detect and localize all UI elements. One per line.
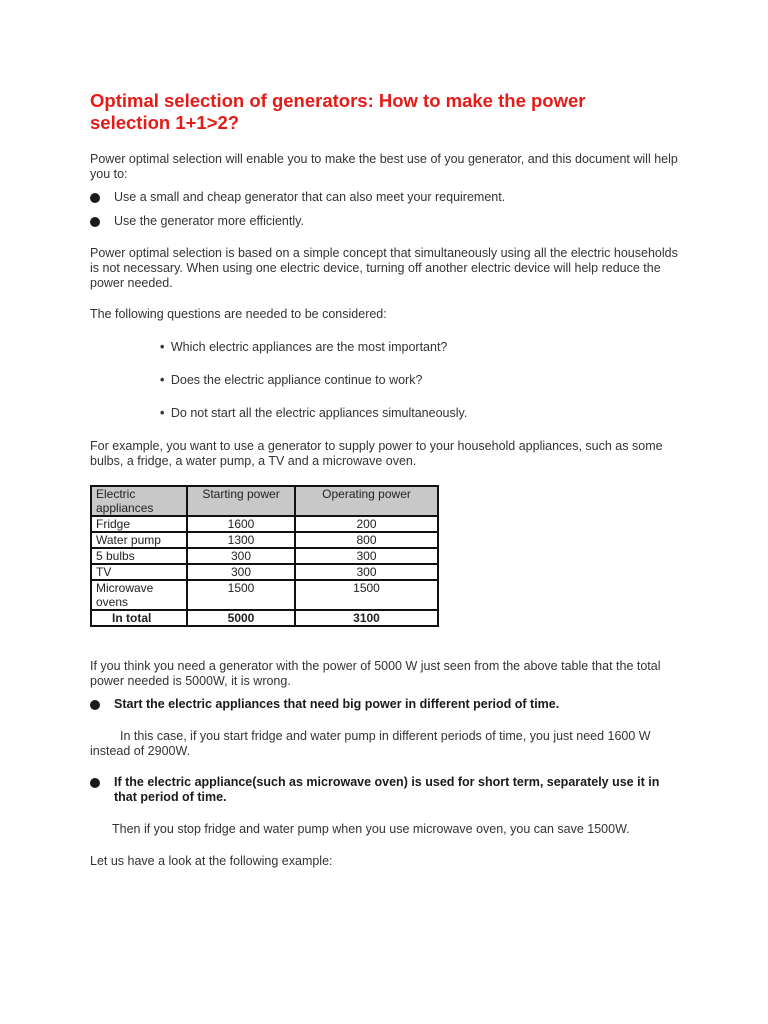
operating-power-cell: 800: [295, 532, 438, 548]
tip-text: If the electric appliance(such as microwave oven) is used for short term, separately use it in that period of time.: [114, 775, 660, 804]
column-header-operating-power: Operating power: [295, 486, 438, 516]
tip-detail-paragraph: Then if you stop fridge and water pump when you use microwave oven, you can save 1500W.: [112, 822, 630, 836]
bullet-dot-icon: •: [160, 340, 165, 354]
question-item: [160, 406, 680, 421]
bullet-dot-icon: •: [160, 373, 165, 387]
question-text: Which electric appliances are the most important?: [170, 340, 448, 354]
table-total-row: [91, 610, 438, 626]
power-table: [90, 485, 439, 627]
starting-power-cell: 1300: [187, 532, 295, 548]
tip-bullet-item: [90, 697, 680, 712]
example-paragraph: For example, you want to use a generator to supply power to your household appliances, such as some bulbs, a fridge, a water pump, a TV and a microwave oven.: [90, 439, 663, 468]
tip-text: Start the electric appliances that need big power in different period of time.: [114, 697, 560, 711]
table-row: [91, 564, 438, 580]
table-row: [91, 548, 438, 564]
document-title: Optimal selection of generators: How to make the power selection 1+1>2?: [90, 90, 586, 133]
closing-paragraph: Let us have a look at the following example:: [90, 854, 333, 868]
appliance-cell: Microwave ovens: [91, 580, 187, 610]
appliance-cell: TV: [91, 564, 187, 580]
total-operating-power-cell: 3100: [295, 610, 438, 626]
starting-power-cell: 300: [187, 564, 295, 580]
operating-power-cell: 1500: [295, 580, 438, 610]
bullet-dot-icon: [90, 778, 100, 788]
operating-power-cell: 300: [295, 564, 438, 580]
table-header-row: [91, 486, 438, 516]
column-header-appliances: Electric appliances: [91, 486, 187, 516]
intro-bullet-text: Use the generator more efficiently.: [114, 214, 304, 228]
total-starting-power-cell: 5000: [187, 610, 295, 626]
bullet-dot-icon: [90, 193, 100, 203]
tip-bullet-item: [90, 775, 670, 805]
table-row: [91, 580, 438, 610]
bullet-dot-icon: [90, 700, 100, 710]
starting-power-cell: 1500: [187, 580, 295, 610]
column-header-starting-power: Starting power: [187, 486, 295, 516]
intro-paragraph: Power optimal selection will enable you to make the best use of you generator, and this document will help you to:: [90, 152, 678, 181]
tip-detail-paragraph: In this case, if you start fridge and water pump in different periods of time, you just need 1600 W instead of 2900W.: [90, 729, 651, 758]
concept-paragraph: Power optimal selection is based on a simple concept that simultaneously using all the electric households is not necessary. When using one electric device, turning off another electric device will help reduce the power needed.: [90, 246, 678, 290]
intro-bullet-item: [90, 190, 680, 205]
starting-power-cell: 300: [187, 548, 295, 564]
appliance-cell: 5 bulbs: [91, 548, 187, 564]
operating-power-cell: 300: [295, 548, 438, 564]
intro-bullet-item: [90, 214, 680, 229]
operating-power-cell: 200: [295, 516, 438, 532]
question-item: [160, 340, 680, 355]
appliance-cell: Water pump: [91, 532, 187, 548]
table-row: [91, 532, 438, 548]
appliance-cell: Fridge: [91, 516, 187, 532]
table-row: [91, 516, 438, 532]
questions-intro: The following questions are needed to be considered:: [90, 307, 387, 321]
question-item: [160, 373, 680, 388]
bullet-dot-icon: [90, 217, 100, 227]
question-text: Does the electric appliance continue to work?: [170, 373, 423, 387]
question-text: Do not start all the electric appliances simultaneously.: [170, 406, 468, 420]
total-label-cell: In total: [91, 610, 187, 626]
starting-power-cell: 1600: [187, 516, 295, 532]
bullet-dot-icon: •: [160, 406, 165, 420]
intro-bullet-text: Use a small and cheap generator that can also meet your requirement.: [114, 190, 506, 204]
conclusion-paragraph: If you think you need a generator with the power of 5000 W just seen from the above table that the total power needed is 5000W, it is wrong.: [90, 659, 661, 688]
